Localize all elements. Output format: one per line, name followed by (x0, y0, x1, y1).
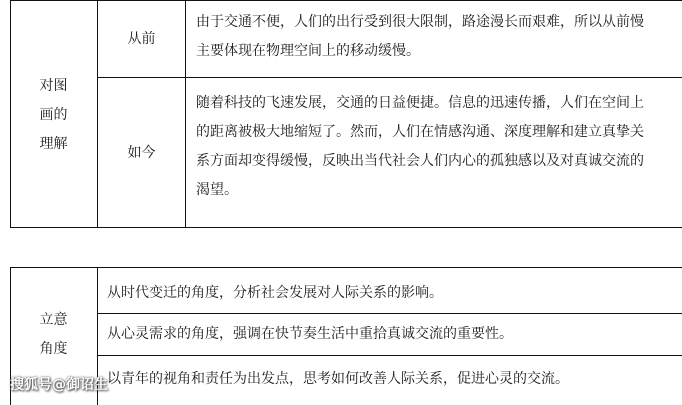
table1-bottom-border (10, 227, 682, 228)
cell-now-text (196, 89, 644, 205)
table2-top-border (10, 267, 682, 268)
text-line: 由于交通不便，人们的出行受到很大限制，路途漫长而艰难，所以从前慢 (196, 14, 644, 30)
perspective-item: 从时代变迁的角度，分析社会发展对人际关系的影响。 (107, 285, 443, 301)
text-line: 渴望。 (196, 182, 238, 198)
label-now: 如今 (127, 145, 156, 161)
row-header-line: 理解 (39, 136, 68, 152)
cell-past-text (196, 8, 644, 66)
row-header-line: 立意 (39, 312, 68, 328)
perspective-item: 以青年的视角和责任为出发点，思考如何改善人际关系，促进心灵的交流。 (107, 371, 569, 387)
table2-row-header (10, 306, 97, 364)
row-header-line: 角度 (39, 341, 68, 357)
table1-row-header (10, 72, 97, 159)
text-line: 系方面却变得缓慢，反映出当代社会人们内心的孤独感以及对真诚交流的 (196, 153, 644, 169)
table1-col-divider-2 (185, 0, 186, 228)
table1-top-border (10, 0, 682, 1)
text-line: 随着科技的飞速发展，交通的日益便捷。信息的迅速传播，人们在空间上 (196, 95, 644, 111)
watermark: 搜狐号@御诏生 (10, 377, 108, 393)
table2-row-divider-1 (97, 313, 682, 314)
row-header-line: 对图 (39, 78, 68, 94)
text-line: 主要体现在物理空间上的移动缓慢。 (196, 43, 420, 59)
label-past: 从前 (127, 31, 156, 47)
table2-row-divider-2 (97, 355, 682, 356)
text-line: 的距离被极大地缩短了。然而，人们在情感沟通、深度理解和建立真挚关 (196, 124, 644, 140)
perspective-item: 从心灵需求的角度，强调在快节奏生活中重拾真诚交流的重要性。 (107, 326, 513, 342)
row-header-line: 画的 (39, 107, 68, 123)
